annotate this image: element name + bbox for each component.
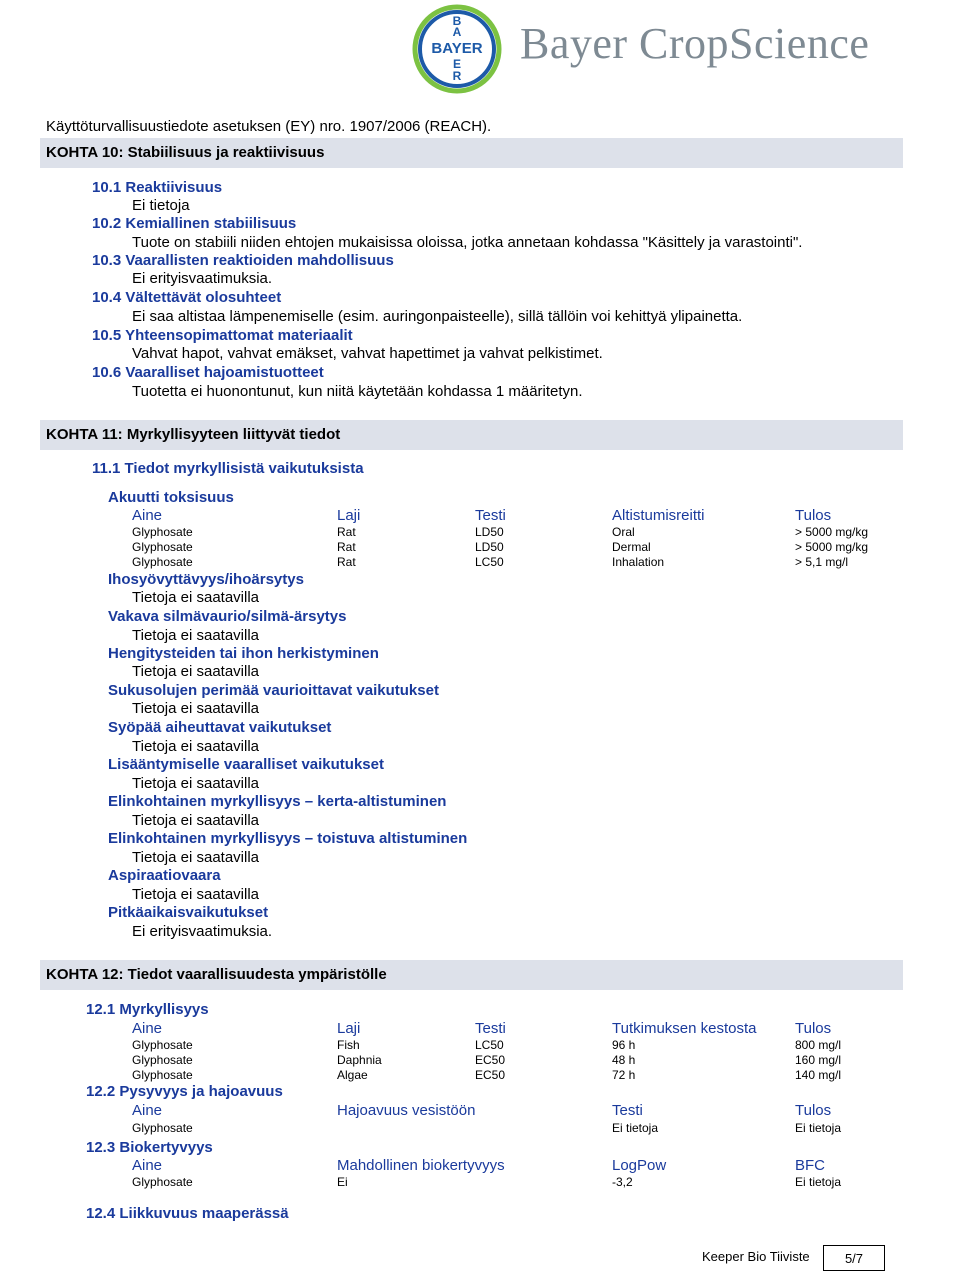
cell-duration: 48 h <box>612 1053 636 1067</box>
svg-text:E: E <box>452 57 462 71</box>
effect-text: Tietoja ei saatavilla <box>132 886 260 903</box>
s11-1-heading: 11.1 Tiedot myrkyllisistä vaikutuksista <box>92 460 364 477</box>
cell-species: Rat <box>337 555 356 569</box>
bioaccumulation-table-header <box>0 1157 960 1177</box>
page-header <box>0 0 960 100</box>
effect-heading: Pitkäaikaisvaikutukset <box>108 904 269 921</box>
effect-heading: Elinkohtainen myrkyllisyys – kerta-altistuminen <box>108 793 447 810</box>
effect-text: Tietoja ei saatavilla <box>132 700 260 717</box>
brand-name: Bayer CropScience <box>520 19 870 68</box>
cell-result: 800 mg/l <box>795 1038 842 1052</box>
effect-text: Tietoja ei saatavilla <box>132 775 260 792</box>
cell-substance: Glyphosate <box>132 1175 193 1189</box>
section-12-title: KOHTA 12: Tiedot vaarallisuudesta ympäristölle <box>40 960 903 990</box>
table-row <box>0 1175 960 1190</box>
s10-5-text: Vahvat hapot, vahvat emäkset, vahvat hapettimet ja vahvat pelkistimet. <box>132 345 603 362</box>
cell-result: > 5000 mg/kg <box>795 525 869 539</box>
cell-result: 160 mg/l <box>795 1053 842 1067</box>
cell-duration: 96 h <box>612 1038 636 1052</box>
cell-test: Ei tietoja <box>612 1121 659 1135</box>
effect-heading: Sukusolujen perimää vaurioittavat vaikutukset <box>108 682 439 699</box>
svg-text:BAYER: BAYER <box>431 40 483 57</box>
s12-3-heading: 12.3 Biokertyvyys <box>86 1139 213 1156</box>
col-logpow: LogPow <box>612 1157 667 1174</box>
cell-substance: Glyphosate <box>132 1053 193 1067</box>
cell-test: EC50 <box>475 1068 506 1082</box>
cell-species: Algae <box>337 1068 368 1082</box>
table-row <box>0 1038 960 1053</box>
table-row <box>0 525 960 540</box>
col-duration: Tutkimuksen kestosta <box>612 1020 757 1037</box>
effect-text: Tietoja ei saatavilla <box>132 849 260 866</box>
col-bfc: BFC <box>795 1157 825 1174</box>
effect-heading: Syöpää aiheuttavat vaikutukset <box>108 719 332 736</box>
s10-4-text: Ei saa altistaa lämpenemiselle (esim. auringonpaisteelle), sillä tällöin voi kehittyä ylipainetta. <box>132 308 743 325</box>
bayer-cross-logo <box>412 4 502 94</box>
s10-2-text: Tuote on stabiili niiden ehtojen mukaisissa oloissa, jotka annetaan kohdassa "Käsittely ja varastointi". <box>132 234 803 251</box>
s10-1-heading: 10.1 Reaktiivisuus <box>92 179 223 196</box>
cell-test: LD50 <box>475 525 504 539</box>
effect-heading: Vakava silmävaurio/silmä-ärsytys <box>108 608 347 625</box>
footer-product-name: Keeper Bio Tiiviste <box>702 1249 810 1264</box>
cell-species: Rat <box>337 540 356 554</box>
s10-3-text: Ei erityisvaatimuksia. <box>132 270 273 287</box>
effect-text: Tietoja ei saatavilla <box>132 738 260 755</box>
s10-6-heading: 10.6 Vaaralliset hajoamistuotteet <box>92 364 324 381</box>
ecotox-table-header <box>0 1020 960 1040</box>
table-row <box>0 540 960 555</box>
cell-substance: Glyphosate <box>132 525 193 539</box>
cell-test: LD50 <box>475 540 504 554</box>
s10-6-text: Tuotetta ei huonontunut, kun niitä käytetään kohdassa 1 määritetyn. <box>132 383 583 400</box>
svg-text:R: R <box>452 69 462 83</box>
col-degradability: Hajoavuus vesistöön <box>337 1102 476 1119</box>
col-aine: Aine <box>132 1102 163 1119</box>
table-row <box>0 555 960 570</box>
s12-2-heading: 12.2 Pysyvyys ja hajoavuus <box>86 1083 283 1100</box>
cell-substance: Glyphosate <box>132 555 193 569</box>
s10-3-heading: 10.3 Vaarallisten reaktioiden mahdollisuus <box>92 252 394 269</box>
acute-toxicity-heading: Akuutti toksisuus <box>108 489 234 506</box>
col-tulos: Tulos <box>795 1020 832 1037</box>
table-row <box>0 1053 960 1068</box>
table-row <box>0 1068 960 1083</box>
persistence-table-header <box>0 1102 960 1122</box>
acute-table-header <box>0 507 960 527</box>
effect-heading: Aspiraatiovaara <box>108 867 221 884</box>
page-number: 5/7 <box>823 1245 885 1271</box>
section-10-title: KOHTA 10: Stabiilisuus ja reaktiivisuus <box>40 138 903 168</box>
effect-heading: Elinkohtainen myrkyllisyys – toistuva altistuminen <box>108 830 468 847</box>
cell-test: LC50 <box>475 1038 504 1052</box>
s10-4-heading: 10.4 Vältettävät olosuhteet <box>92 289 282 306</box>
col-tulos: Tulos <box>795 507 832 524</box>
section-11-title: KOHTA 11: Myrkyllisyyteen liittyvät tiedot <box>40 420 903 450</box>
cell-logpow: -3,2 <box>612 1175 633 1189</box>
col-aine: Aine <box>132 1157 163 1174</box>
col-tulos: Tulos <box>795 1102 832 1119</box>
cell-route: Dermal <box>612 540 651 554</box>
cell-substance: Glyphosate <box>132 1068 193 1082</box>
cell-result: > 5000 mg/kg <box>795 540 869 554</box>
regulation-line: Käyttöturvallisuustiedote asetuksen (EY) nro. 1907/2006 (REACH). <box>46 118 492 135</box>
cell-substance: Glyphosate <box>132 540 193 554</box>
col-altistumisreitti: Altistumisreitti <box>612 507 705 524</box>
s10-1-text: Ei tietoja <box>132 197 190 214</box>
cell-result: Ei tietoja <box>795 1121 842 1135</box>
svg-text:B: B <box>452 14 462 28</box>
cell-species: Fish <box>337 1038 360 1052</box>
effect-text: Tietoja ei saatavilla <box>132 589 260 606</box>
effect-text: Ei erityisvaatimuksia. <box>132 923 273 940</box>
effect-text: Tietoja ei saatavilla <box>132 812 260 829</box>
cell-route: Oral <box>612 525 635 539</box>
col-laji: Laji <box>337 507 361 524</box>
effect-heading: Ihosyövyttävyys/ihoärsytys <box>108 571 304 588</box>
cell-result: > 5,1 mg/l <box>795 555 849 569</box>
s12-4-heading: 12.4 Liikkuvuus maaperässä <box>86 1205 289 1222</box>
table-row <box>0 1121 960 1136</box>
s10-5-heading: 10.5 Yhteensopimattomat materiaalit <box>92 327 353 344</box>
cell-bfc: Ei tietoja <box>795 1175 842 1189</box>
cell-test: EC50 <box>475 1053 506 1067</box>
col-testi: Testi <box>475 507 506 524</box>
cell-substance: Glyphosate <box>132 1121 193 1135</box>
col-laji: Laji <box>337 1020 361 1037</box>
cell-test: LC50 <box>475 555 504 569</box>
col-bioaccumulation: Mahdollinen biokertyvyys <box>337 1157 505 1174</box>
cell-duration: 72 h <box>612 1068 636 1082</box>
effect-heading: Lisääntymiselle vaaralliset vaikutukset <box>108 756 384 773</box>
col-aine: Aine <box>132 1020 163 1037</box>
col-testi: Testi <box>612 1102 643 1119</box>
cell-route: Inhalation <box>612 555 665 569</box>
s12-1-heading: 12.1 Myrkyllisyys <box>86 1001 209 1018</box>
s10-2-heading: 10.2 Kemiallinen stabiilisuus <box>92 215 297 232</box>
cell-substance: Glyphosate <box>132 1038 193 1052</box>
col-aine: Aine <box>132 507 163 524</box>
effect-heading: Hengitysteiden tai ihon herkistyminen <box>108 645 379 662</box>
col-testi: Testi <box>475 1020 506 1037</box>
cell-species: Daphnia <box>337 1053 382 1067</box>
effect-text: Tietoja ei saatavilla <box>132 663 260 680</box>
cell-bioaccumulation: Ei <box>337 1175 348 1189</box>
cell-species: Rat <box>337 525 356 539</box>
effect-text: Tietoja ei saatavilla <box>132 627 260 644</box>
cell-result: 140 mg/l <box>795 1068 842 1082</box>
svg-text:A: A <box>452 25 462 39</box>
